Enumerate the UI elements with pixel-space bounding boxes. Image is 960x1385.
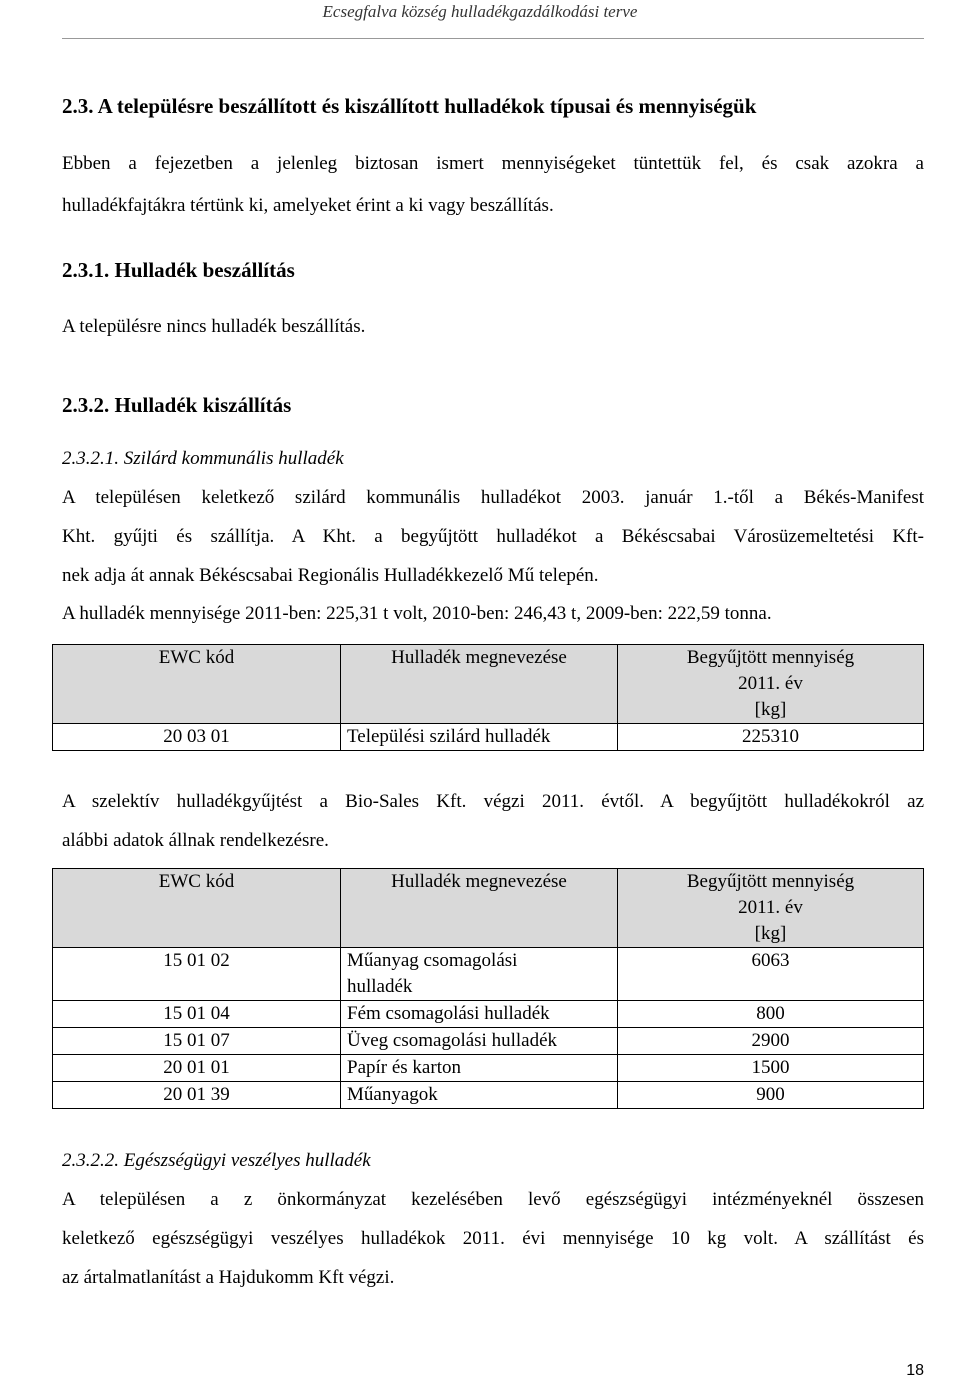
cell-amount: 6063 (618, 948, 924, 1001)
col-amount (618, 869, 924, 948)
cell-code: 15 01 07 (53, 1028, 341, 1055)
waste-table-1 (52, 644, 924, 751)
cell-amount: 225310 (618, 724, 924, 751)
cell-name (341, 948, 618, 1001)
col-waste-name: Hulladék megnevezése (341, 869, 618, 948)
subsection-heading-1: 2.3.1. Hulladék beszállítás (62, 258, 295, 282)
cell-amount: 900 (618, 1082, 924, 1109)
table-row (53, 1001, 924, 1028)
col-amount-line-1: Begyűjtött mennyiség (686, 871, 855, 892)
subsection-heading-2: 2.3.2. Hulladék kiszállítás (62, 393, 292, 417)
section-heading: 2.3. A településre beszállított és kiszállított hulladékok típusai és mennyiségük (62, 94, 757, 118)
cell-amount: 2900 (618, 1028, 924, 1055)
intro-line-2: hulladékfajtákra tértünk ki, amelyeket érint a ki vagy beszállítás. (62, 195, 554, 216)
header-rule (62, 38, 924, 39)
cell-code: 15 01 04 (53, 1001, 341, 1028)
col-amount-line-2: 2011. év (738, 673, 803, 694)
col-amount-line-3: [kg] (754, 699, 787, 720)
cell-name-line-1: Műanyag csomagolási (347, 950, 518, 971)
para3-line-2: alábbi adatok állnak rendelkezésre. (62, 830, 329, 851)
cell-code: 15 01 02 (53, 948, 341, 1001)
intro-line-1: Ebben a fejezetben a jelenleg biztosan ismert mennyiségeket tüntettük fel, és csak azokra a (62, 153, 924, 174)
cell-name: Települési szilárd hulladék (341, 724, 618, 751)
table-row (53, 1055, 924, 1082)
cell-amount: 1500 (618, 1055, 924, 1082)
table-header-row (53, 645, 924, 724)
col-ewc-code: EWC kód (53, 869, 341, 948)
para1-line-2: Kht. gyűjti és szállítja. A Kht. a begyűjtött hulladékot a Békéscsabai Városüzemeltetési Kft- (62, 526, 924, 547)
cell-code: 20 03 01 (53, 724, 341, 751)
col-amount-line-3: [kg] (754, 923, 787, 944)
running-header: Ecsegfalva község hulladékgazdálkodási terve (322, 2, 638, 21)
cell-name-line-2: hulladék (347, 976, 413, 997)
page-number: 18 (906, 1362, 924, 1379)
subsection-2-1-heading: 2.3.2.1. Szilárd kommunális hulladék (62, 448, 344, 469)
subsection-2-2-heading: 2.3.2.2. Egészségügyi veszélyes hulladék (62, 1150, 371, 1171)
para4-line-2: keletkező egészségügyi veszélyes hulladékok 2011. évi mennyisége 10 kg volt. A szállítást és (62, 1228, 924, 1249)
col-amount (618, 645, 924, 724)
para3-line-1: A szelektív hulladékgyűjtést a Bio-Sales Kft. végzi 2011. évtől. A begyűjtött hulladékokról az (62, 791, 924, 812)
cell-name: Üveg csomagolási hulladék (341, 1028, 618, 1055)
cell-name: Papír és karton (341, 1055, 618, 1082)
cell-name: Műanyagok (341, 1082, 618, 1109)
col-waste-name: Hulladék megnevezése (341, 645, 618, 724)
cell-code: 20 01 01 (53, 1055, 341, 1082)
cell-amount: 800 (618, 1001, 924, 1028)
subsection-1-text: A településre nincs hulladék beszállítás. (62, 316, 366, 337)
para4-line-1: A településen a z önkormányzat kezelésében levő egészségügyi intézményeknél összesen (62, 1189, 924, 1210)
para4-line-3: az ártalmatlanítást a Hajdukomm Kft végzi. (62, 1267, 395, 1288)
cell-name: Fém csomagolási hulladék (341, 1001, 618, 1028)
table-row (53, 724, 924, 751)
para1-line-3: nek adja át annak Békéscsabai Regionális Hulladékkezelő Mű telepén. (62, 565, 599, 586)
col-amount-line-2: 2011. év (738, 897, 803, 918)
table-header-row (53, 869, 924, 948)
table-row (53, 948, 924, 1001)
waste-table-2 (52, 868, 924, 1109)
table-row (53, 1028, 924, 1055)
cell-code: 20 01 39 (53, 1082, 341, 1109)
col-ewc-code: EWC kód (53, 645, 341, 724)
table-row (53, 1082, 924, 1109)
col-amount-line-1: Begyűjtött mennyiség (686, 647, 855, 668)
para2: A hulladék mennyisége 2011-ben: 225,31 t volt, 2010-ben: 246,43 t, 2009-ben: 222,59 tonna. (62, 603, 772, 624)
para1-line-1: A településen keletkező szilárd kommunális hulladékot 2003. január 1.-től a Békés-Manifest (62, 487, 924, 508)
